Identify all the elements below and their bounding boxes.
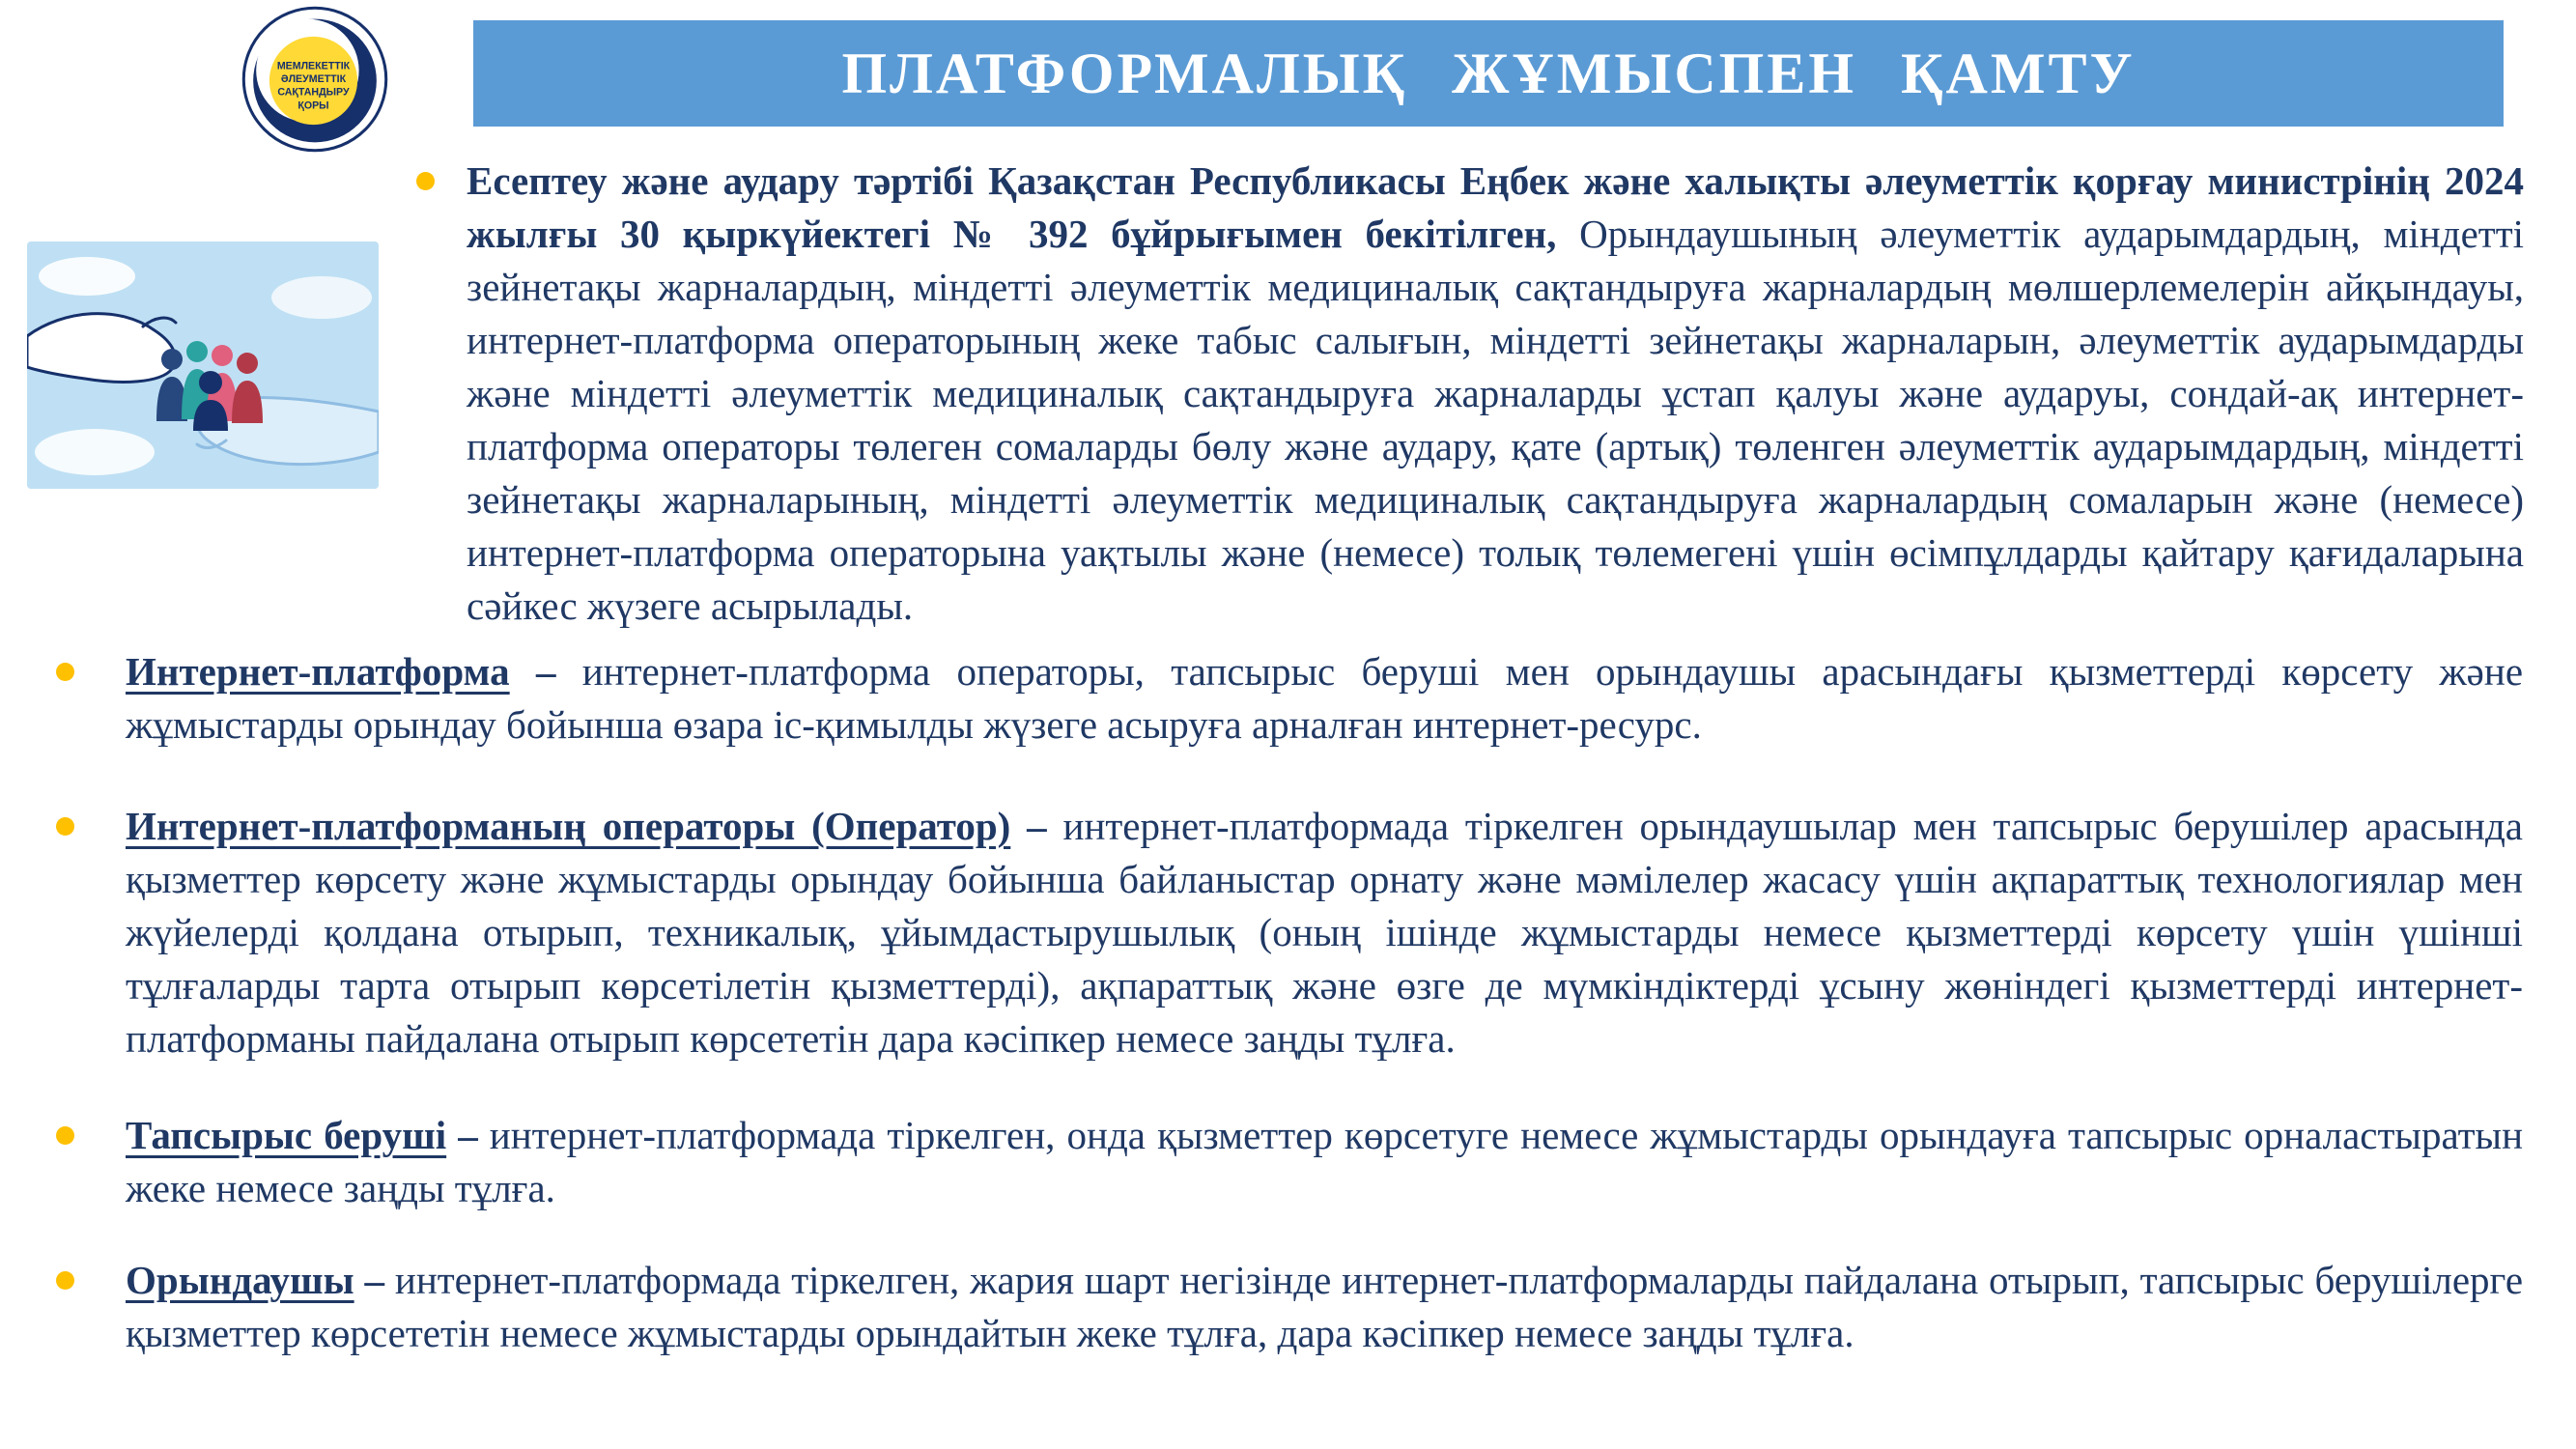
dash-separator: –	[458, 1113, 478, 1157]
intro-paragraph	[467, 155, 2524, 633]
intro-bold-lead: Есептеу және аудару тәртібі Қазақстан Республикасы Еңбек және халықты әлеуметтік қорғау министрінің 2024 жылғы 30 қыркүйектегі № 392 бұйрығымен бекітілген,	[467, 158, 2524, 256]
dash-separator: –	[1027, 804, 1047, 848]
bullet-icon	[56, 1126, 74, 1145]
term-definition: интернет-платформада тіркелген, жария шарт негізінде интернет-платформаларды пайдалана отырып, тапсырыс берушілерге қызметтер көрсететін немесе жұмыстарды орындайтын жеке тұлға, дара кәсіпкер немесе заңды тұлға.	[126, 1258, 2524, 1355]
bullet-icon	[56, 663, 74, 681]
header-bar	[473, 20, 2504, 127]
bullet-icon	[56, 1271, 74, 1290]
dash-separator: –	[364, 1258, 384, 1302]
bullet-icon	[416, 172, 435, 190]
fund-logo-icon	[241, 6, 388, 153]
fund-logo-graphic	[241, 6, 388, 153]
term-definition: интернет-платформада тіркелген орындаушылар мен тапсырыс берушілер арасында қызметтер көрсету және жұмыстарды орындау бойынша байланыстар орнату және мәмілелер жасасу үшін ақпараттық технологиялар мен жүйелерді қолдана отырып, техникалық, ұйымдастырушылық (оның ішінде жұмыстарды немесе қызметтерді көрсету үшін үшінші тұлғаларды тарта отырып көрсетілетін қызметтерді), ақпараттық және өзге де мүмкіндіктерді ұсыну жөніндегі қызметтерді интернет-платформаны пайдалана отырып көрсететін дара кәсіпкер немесе заңды тұлға.	[126, 804, 2524, 1061]
bullet-icon	[56, 817, 74, 836]
logo-text-line: ӘЛЕУМЕТТІК	[280, 73, 347, 86]
term-label: Интернет-платформаның операторы (Оператор)	[126, 804, 1011, 848]
logo-text-line: МЕМЛЕКЕТТІК	[276, 60, 351, 72]
term-label: Орындаушы	[126, 1258, 354, 1302]
hands-people-graphic	[27, 242, 379, 489]
definition-platform-operator	[126, 800, 2523, 1065]
hands-people-illustration	[27, 242, 379, 489]
logo-text-line: ҚОРЫ	[297, 99, 329, 112]
definition-executor	[126, 1254, 2523, 1360]
page-title: ПЛАТФОРМАЛЫҚ ЖҰМЫСПЕН ҚАМТУ	[841, 41, 2136, 105]
term-definition: интернет-платформада тіркелген, онда қызметтер көрсетуге немесе жұмыстарды орындауға тапсырыс орналастыратын жеке немесе заңды тұлға.	[126, 1113, 2524, 1210]
definition-internet-platform	[126, 645, 2523, 752]
definition-customer	[126, 1109, 2523, 1215]
intro-rest: Орындаушының әлеуметтік аударымдардың, міндетті зейнетақы жарналардың, міндетті әлеуметтік медициналық сақтандыруға жарналардың мөлшерлемелерін айқындауы, интернет-платформа операторының жеке табыс салығын, міндетті зейнетақы жарналарын, әлеуметтік аударымдарды және міндетті әлеуметтік медициналық сақтандыруға жарналарды ұстап қалуы және аударуы, сондай-ақ интернет-платформа операторы төлеген сомаларды бөлу және аудару, қате (артық) төленген әлеуметтік аударымдардың, міндетті зейнетақы жарналарының, міндетті әлеуметтік медициналық сақтандыруға жарналардың сомаларын және (немесе) интернет-платформа операторына уақтылы және (немесе) толық төлемегені үшін өсімпұлдарды қайтару қағидаларына сәйкес жүзеге асырылады.	[467, 212, 2525, 628]
term-definition: интернет-платформа операторы, тапсырыс беруші мен орындаушы арасындағы қызметтерді көрсету және жұмыстарды орындау бойынша өзара іс-қимылды жүзеге асыруға арналған интернет-ресурс.	[126, 649, 2524, 747]
term-label: Тапсырыс беруші	[126, 1113, 447, 1157]
logo-text-line: САҚТАНДЫРУ	[277, 86, 350, 99]
term-label: Интернет-платформа	[126, 649, 510, 694]
dash-separator: –	[535, 649, 556, 694]
